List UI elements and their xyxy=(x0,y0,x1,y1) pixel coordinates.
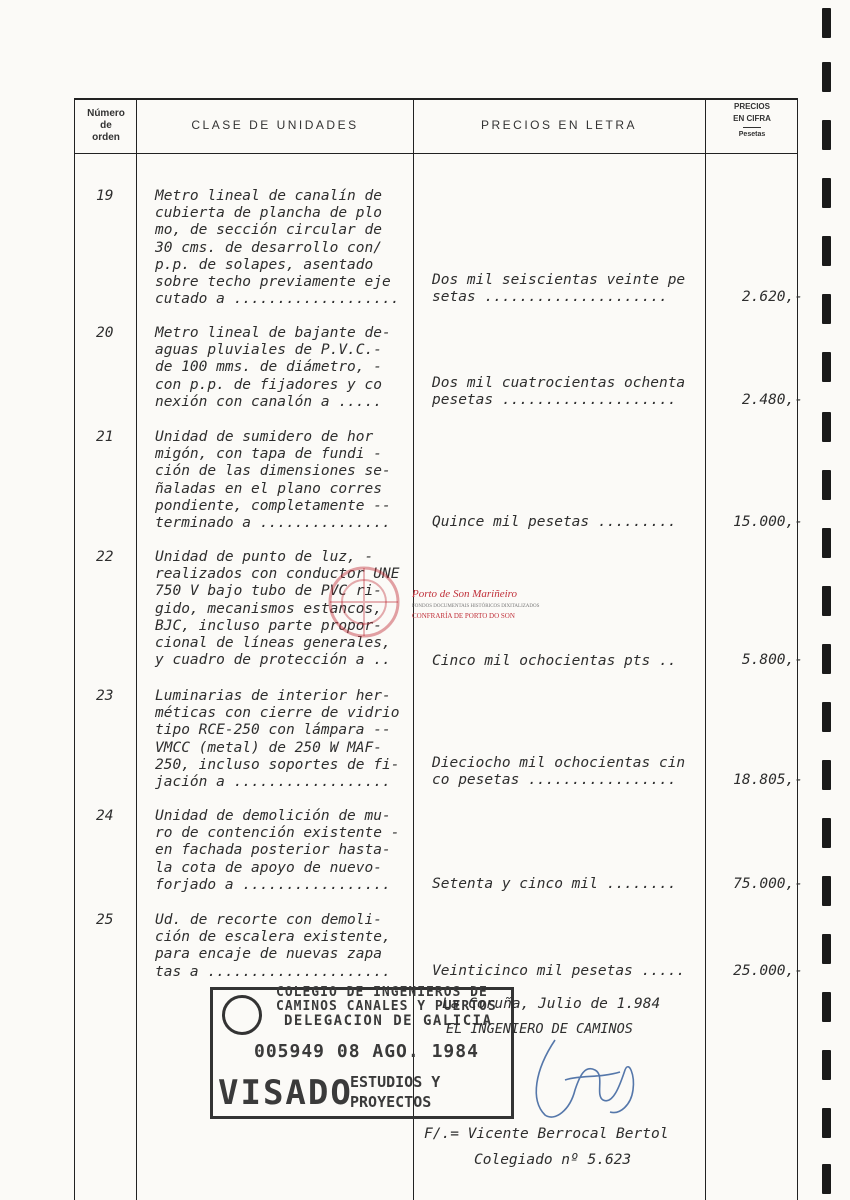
item-description: Metro lineal de bajante de- aguas pluviales de P.V.C.- de 100 mms. de diámetro, - con p.p. de fijadores y co nexión con canalón a ..... xyxy=(155,325,391,410)
handwritten-signature xyxy=(525,1030,645,1125)
item-price-words: Quince mil pesetas ......... xyxy=(432,514,677,530)
stamp-line: DELEGACION DE GALICIA xyxy=(284,1013,493,1029)
signature-colegiado: Colegiado nº 5.623 xyxy=(474,1152,632,1168)
header-clase-unidades: CLASE DE UNIDADES xyxy=(191,118,359,132)
stamp-number-date xyxy=(254,1041,479,1062)
item-number: 21 xyxy=(96,429,114,445)
signature-role: EL INGENIERO DE CAMINOS xyxy=(446,1021,633,1037)
watermark-org: CONFRARÍA DE PORTO DO SON xyxy=(412,612,515,620)
item-price-figure: 18.805,- xyxy=(733,772,803,788)
signature-name: F/.= Vicente Berrocal Bertol xyxy=(424,1126,669,1142)
stamp-dept: PROYECTOS xyxy=(350,1093,432,1111)
stamp-line: COLEGIO DE INGENIEROS DE xyxy=(276,985,488,1000)
archive-watermark xyxy=(322,560,540,650)
header-numero-line: de xyxy=(100,120,112,131)
header-divider xyxy=(74,153,798,154)
item-price-figure: 5.800,- xyxy=(741,652,803,668)
item-price-figure: 2.620,- xyxy=(741,289,803,305)
header-precios-letra: PRECIOS EN LETRA xyxy=(480,118,638,132)
item-description: Ud. de recorte con demoli- ción de escalera existente, para encaje de nuevas zapa tas a ..................... xyxy=(155,912,391,980)
item-price-words: Dieciocho mil ochocientas cin co pesetas ................. xyxy=(432,755,686,789)
header-pesetas: Pesetas xyxy=(738,131,766,138)
item-price-words: Cinco mil ochocientas pts .. xyxy=(432,653,677,669)
item-number: 20 xyxy=(96,325,114,341)
header-cifra-line: EN CIFRA xyxy=(733,114,771,123)
item-price-words: Veinticinco mil pesetas ..... xyxy=(432,963,686,979)
signature-date: La Coruña, Julio de 1.984 xyxy=(442,996,661,1012)
item-price-figure: 75.000,- xyxy=(733,876,803,892)
header-precios-cifra xyxy=(706,101,798,141)
stamp-line: CAMINOS CANALES Y PUERTOS xyxy=(276,999,497,1014)
item-price-words: Dos mil cuatrocientas ochenta pesetas .................... xyxy=(432,375,686,409)
item-description: Metro lineal de canalín de cubierta de plancha de plo mo, de sección circular de 30 cms. de desarrollo con/ p.p. de solapes, asentado sobre techo previamente eje cutado a ................... xyxy=(155,188,400,308)
item-price-words: Setenta y cinco mil ........ xyxy=(432,876,677,892)
seal-icon xyxy=(222,995,262,1035)
item-number: 22 xyxy=(96,549,114,565)
item-description: Unidad de sumidero de hor migón, con tapa de fundi - ción de las dimensiones se- ñaladas en el plano corres pondiente, completamente -- terminado a ............... xyxy=(155,429,391,532)
stamp-date: 08 AGO. 1984 xyxy=(336,1041,479,1062)
column-divider xyxy=(136,98,137,1200)
stamp-dept: ESTUDIOS Y xyxy=(350,1073,441,1091)
header-numero-line: Número xyxy=(87,108,125,119)
watermark-title: Porto de Son Mariñeiro xyxy=(412,588,517,600)
header-numero-line: orden xyxy=(92,132,120,143)
item-description: Luminarias de interior her- méticas con cierre de vidrio tipo RCE-250 con lámpara -- VMCC (metal) de 250 W MAF- 250, incluso soportes de fi- jación a .................. xyxy=(155,688,400,791)
item-number: 24 xyxy=(96,808,114,824)
item-number: 19 xyxy=(96,188,114,204)
stamp-number: 005949 xyxy=(254,1041,326,1062)
item-description: Unidad de punto de luz, - realizados con conductor UNE 750 V bajo tubo de PVC ri- gido, mecanismos estancos, BJC, incluso parte propor- cional de líneas generales, y cuadro de protección a .. xyxy=(155,549,400,669)
archive-logo-icon xyxy=(322,560,406,650)
item-number: 25 xyxy=(96,912,114,928)
stamp-visado: VISADO xyxy=(218,1073,353,1113)
item-price-figure: 2.480,- xyxy=(741,392,803,408)
item-price-figure: 25.000,- xyxy=(733,963,803,979)
header-numero-orden xyxy=(76,108,136,144)
watermark-subtitle: FONDOS DOCUMENTAIS HISTÓRICOS DIXITALIZADOS xyxy=(412,604,540,609)
column-divider xyxy=(705,98,706,1200)
item-price-words: Dos mil seiscientas veinte pe setas ..................... xyxy=(432,272,686,306)
item-number: 23 xyxy=(96,688,114,704)
header-cifra-line: PRECIOS xyxy=(733,102,770,111)
binding-holes xyxy=(822,0,836,1200)
item-description: Unidad de demolición de mu- ro de contención existente - en fachada posterior hasta- la cota de apoyo de nuevo- forjado a ................. xyxy=(155,808,400,893)
item-price-figure: 15.000,- xyxy=(733,514,803,530)
